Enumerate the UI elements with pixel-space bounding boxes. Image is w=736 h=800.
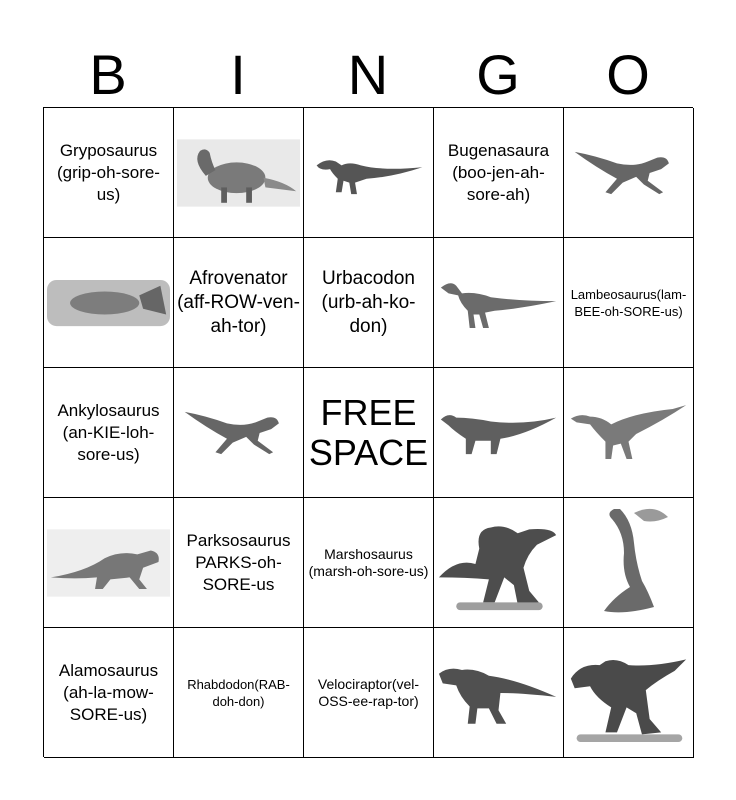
dinosaur-icon [567, 398, 690, 468]
bingo-cell-text[interactable] [174, 498, 304, 628]
cell-label: Gryposaurus (grip-oh-sore-us) [57, 140, 160, 204]
bingo-cell-image[interactable] [434, 368, 564, 498]
cell-label: Bugenasaura (boo-jen-ah-sore-ah) [447, 140, 550, 204]
free-space-cell[interactable] [304, 368, 434, 498]
dinosaur-icon [567, 638, 690, 748]
header-letter-g: G [476, 43, 520, 106]
header-letter-i: I [230, 43, 246, 106]
bingo-cell-text[interactable] [174, 628, 304, 758]
cell-label: Ankylosaurus (an-KIE-loh-sore-us) [57, 400, 160, 464]
dinosaur-icon [437, 403, 560, 463]
bingo-cell-image[interactable] [564, 368, 694, 498]
bingo-cell-image[interactable] [564, 498, 694, 628]
dinosaur-icon [437, 508, 560, 618]
bingo-grid [43, 107, 693, 757]
bingo-cell-text[interactable] [304, 238, 434, 368]
bingo-cell-text[interactable] [304, 628, 434, 758]
cell-label: Rhabdodon(RAB-doh-don) [187, 676, 290, 709]
bingo-cell-text[interactable] [44, 108, 174, 238]
dinosaur-icon [437, 273, 560, 333]
bingo-cell-text[interactable] [304, 498, 434, 628]
bingo-cell-image[interactable] [174, 368, 304, 498]
dinosaur-icon [177, 403, 300, 463]
bingo-cell-image[interactable] [564, 628, 694, 758]
header-letter-b: B [89, 43, 127, 106]
dinosaur-icon [307, 143, 430, 203]
dinosaur-icon [177, 138, 300, 208]
cell-label: Velociraptor(vel-OSS-ee-rap-tor) [317, 675, 420, 709]
cell-label: Lambeosaurus(lam-BEE-oh-SORE-us) [570, 286, 687, 319]
header-letter-n: N [347, 43, 389, 106]
bingo-cell-text[interactable] [174, 238, 304, 368]
dinosaur-icon [584, 503, 674, 623]
bingo-cell-text[interactable] [434, 108, 564, 238]
header-letter-o: O [606, 43, 650, 106]
bingo-cell-image[interactable] [304, 108, 434, 238]
dinosaur-icon [47, 528, 170, 598]
cell-label: Parksosaurus PARKS-oh-SORE-us [186, 530, 291, 594]
cell-label: Urbacodon (urb-ah-ko-don) [321, 267, 416, 337]
bingo-cell-text[interactable] [44, 628, 174, 758]
bingo-cell-image[interactable] [44, 238, 174, 368]
dinosaur-icon [567, 143, 690, 203]
bingo-cell-image[interactable] [44, 498, 174, 628]
bingo-cell-image[interactable] [434, 498, 564, 628]
bingo-cell-text[interactable] [564, 238, 694, 368]
bingo-cell-text[interactable] [44, 368, 174, 498]
bingo-cell-image[interactable] [564, 108, 694, 238]
bingo-header [43, 42, 693, 108]
bingo-cell-image[interactable] [434, 628, 564, 758]
bingo-cell-image[interactable] [434, 238, 564, 368]
cell-label: Alamosaurus (ah-la-mow-SORE-us) [58, 660, 159, 724]
dinosaur-icon [47, 275, 170, 331]
free-space-label: FREE SPACE [308, 391, 429, 473]
cell-label: Afrovenator (aff-ROW-ven-ah-tor) [177, 267, 300, 337]
cell-label: Marshosaurus (marsh-oh-sore-us) [308, 545, 429, 579]
dinosaur-icon [437, 653, 560, 733]
bingo-cell-image[interactable] [174, 108, 304, 238]
